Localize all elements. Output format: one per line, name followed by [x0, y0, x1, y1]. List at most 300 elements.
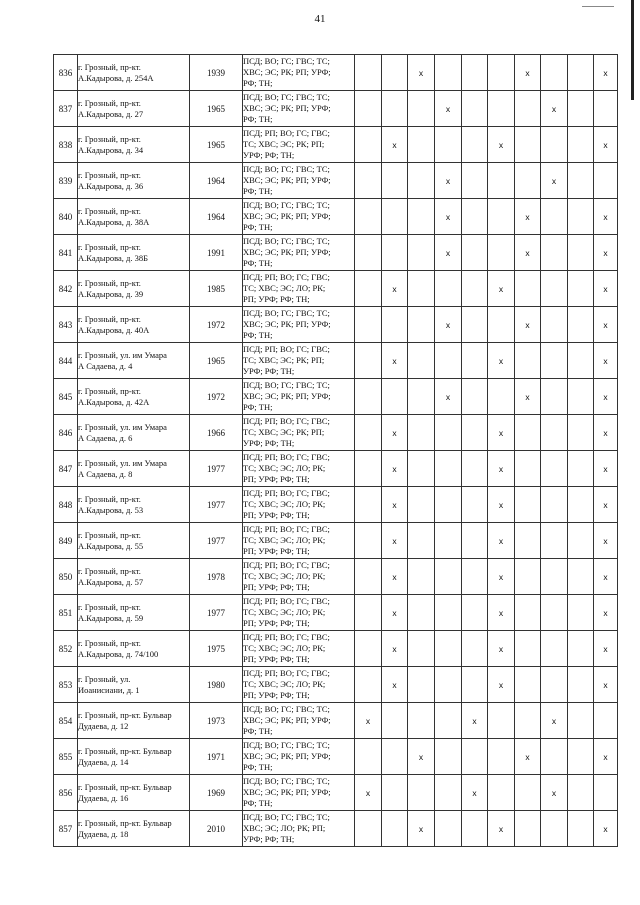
mark-cell: x — [462, 703, 488, 739]
year-cell: 1964 — [190, 199, 243, 235]
codes-line: РФ; ТН; — [243, 258, 273, 268]
address-cell — [78, 343, 190, 379]
mark-cell — [408, 631, 435, 667]
mark-cell: x — [541, 163, 568, 199]
mark-cell — [462, 631, 488, 667]
mark-cell: x — [488, 631, 515, 667]
mark-cell: x — [594, 307, 618, 343]
address-line: г. Грозный, пр-кт. — [78, 277, 141, 288]
mark-cell — [408, 559, 435, 595]
codes-cell — [243, 595, 355, 631]
codes-line: РП; УРФ; РФ; ТН; — [243, 654, 310, 664]
address-line: Дудаева, д. 18 — [78, 828, 129, 839]
mark-cell: x — [594, 199, 618, 235]
mark-cell: x — [382, 667, 408, 703]
codes-line: РФ; ТН; — [243, 186, 273, 196]
mark-cell: x — [382, 127, 408, 163]
row-number: 847 — [54, 451, 78, 487]
address-line: г. Грозный, пр-кт. — [78, 241, 141, 252]
mark-cell — [382, 775, 408, 811]
mark-cell — [541, 127, 568, 163]
mark-cell — [488, 199, 515, 235]
mark-cell — [568, 775, 594, 811]
mark-cell: x — [355, 775, 382, 811]
year-cell: 1971 — [190, 739, 243, 775]
codes-line: ПСД; РП; ВО; ГС; ГВС; — [243, 560, 330, 570]
mark-cell — [541, 739, 568, 775]
row-number: 853 — [54, 667, 78, 703]
mark-cell: x — [488, 451, 515, 487]
mark-cell — [408, 127, 435, 163]
mark-cell: x — [541, 703, 568, 739]
mark-cell — [594, 703, 618, 739]
mark-cell: x — [594, 559, 618, 595]
mark-cell: x — [382, 415, 408, 451]
row-number: 844 — [54, 343, 78, 379]
mark-cell — [541, 451, 568, 487]
mark-cell — [355, 343, 382, 379]
mark-cell — [408, 451, 435, 487]
mark-cell — [355, 307, 382, 343]
mark-cell — [541, 667, 568, 703]
codes-line: ПСД; ВО; ГС; ГВС; ТС; — [243, 164, 330, 174]
address-cell — [78, 811, 190, 847]
codes-line: ХВС; ЭС; ЛО; РК; РП; — [243, 823, 326, 833]
mark-cell — [462, 55, 488, 91]
mark-cell — [462, 415, 488, 451]
mark-cell — [435, 595, 462, 631]
year-cell: 1973 — [190, 703, 243, 739]
address-line: г. Грозный, ул. — [78, 673, 131, 684]
address-line: А Садаева, д. 4 — [78, 360, 133, 371]
codes-line: УРФ; РФ; ТН; — [243, 150, 295, 160]
mark-cell — [382, 163, 408, 199]
mark-cell — [488, 163, 515, 199]
mark-cell — [355, 451, 382, 487]
mark-cell: x — [594, 271, 618, 307]
mark-cell — [515, 127, 541, 163]
mark-cell — [515, 667, 541, 703]
address-cell — [78, 91, 190, 127]
mark-cell — [408, 91, 435, 127]
mark-cell: x — [488, 415, 515, 451]
mark-cell — [515, 271, 541, 307]
mark-cell — [435, 631, 462, 667]
address-cell — [78, 595, 190, 631]
address-line: А.Кадырова, д. 74/100 — [78, 648, 159, 659]
mark-cell — [488, 55, 515, 91]
mark-cell — [541, 415, 568, 451]
mark-cell — [408, 487, 435, 523]
mark-cell: x — [594, 631, 618, 667]
mark-cell — [488, 775, 515, 811]
mark-cell: x — [488, 523, 515, 559]
mark-cell — [515, 631, 541, 667]
codes-line: РП; УРФ; РФ; ТН; — [243, 582, 310, 592]
address-line: г. Грозный, пр-кт. — [78, 565, 141, 576]
codes-cell — [243, 667, 355, 703]
codes-line: ПСД; ВО; ГС; ГВС; ТС; — [243, 56, 330, 66]
mark-cell — [382, 307, 408, 343]
mark-cell — [568, 271, 594, 307]
mark-cell — [382, 55, 408, 91]
mark-cell: x — [594, 523, 618, 559]
codes-line: ХВС; ЭС; РК; РП; УРФ; — [243, 67, 331, 77]
address-line: г. Грозный, пр-кт. — [78, 169, 141, 180]
codes-line: РП; УРФ; РФ; ТН; — [243, 546, 310, 556]
mark-cell — [488, 307, 515, 343]
mark-cell — [435, 487, 462, 523]
year-cell: 1977 — [190, 595, 243, 631]
year-cell: 1972 — [190, 307, 243, 343]
mark-cell — [568, 235, 594, 271]
mark-cell — [488, 739, 515, 775]
codes-line: УРФ; РФ; ТН; — [243, 834, 295, 844]
table-row — [54, 91, 618, 127]
mark-cell: x — [408, 739, 435, 775]
mark-cell — [488, 379, 515, 415]
codes-line: ПСД; РП; ВО; ГС; ГВС; — [243, 596, 330, 606]
mark-cell — [355, 163, 382, 199]
mark-cell — [462, 667, 488, 703]
table-row — [54, 451, 618, 487]
mark-cell — [355, 199, 382, 235]
mark-cell — [568, 487, 594, 523]
mark-cell: x — [408, 55, 435, 91]
mark-cell — [515, 523, 541, 559]
mark-cell: x — [488, 487, 515, 523]
address-line: А.Кадырова, д. 57 — [78, 576, 144, 587]
codes-line: ПСД; ВО; ГС; ГВС; ТС; — [243, 776, 330, 786]
address-cell — [78, 163, 190, 199]
codes-line: УРФ; РФ; ТН; — [243, 438, 295, 448]
address-cell — [78, 703, 190, 739]
mark-cell: x — [382, 487, 408, 523]
codes-cell — [243, 343, 355, 379]
table-row — [54, 343, 618, 379]
codes-cell — [243, 631, 355, 667]
mark-cell — [515, 487, 541, 523]
row-number: 838 — [54, 127, 78, 163]
table-row — [54, 415, 618, 451]
address-line: г. Грозный, пр-кт. — [78, 133, 141, 144]
mark-cell: x — [488, 667, 515, 703]
mark-cell — [541, 55, 568, 91]
codes-cell — [243, 235, 355, 271]
mark-cell — [541, 631, 568, 667]
mark-cell: x — [435, 379, 462, 415]
mark-cell — [355, 379, 382, 415]
mark-cell — [355, 415, 382, 451]
mark-cell — [462, 451, 488, 487]
mark-cell — [435, 55, 462, 91]
address-line: Дудаева, д. 12 — [78, 720, 129, 731]
mark-cell — [541, 595, 568, 631]
year-cell: 1964 — [190, 163, 243, 199]
mark-cell — [408, 199, 435, 235]
mark-cell: x — [594, 235, 618, 271]
year-cell: 1977 — [190, 487, 243, 523]
table-row — [54, 163, 618, 199]
address-cell — [78, 559, 190, 595]
mark-cell — [462, 343, 488, 379]
table-row — [54, 811, 618, 847]
address-line: А Садаева, д. 8 — [78, 468, 133, 479]
mark-cell: x — [435, 307, 462, 343]
address-cell — [78, 307, 190, 343]
mark-cell: x — [488, 127, 515, 163]
codes-line: ХВС; ЭС; РК; РП; УРФ; — [243, 319, 331, 329]
mark-cell — [462, 235, 488, 271]
table-row — [54, 271, 618, 307]
mark-cell: x — [488, 271, 515, 307]
mark-cell — [355, 523, 382, 559]
codes-line: ПСД; РП; ВО; ГС; ГВС; — [243, 272, 330, 282]
address-line: г. Грозный, пр-кт. — [78, 601, 141, 612]
codes-line: ПСД; ВО; ГС; ГВС; ТС; — [243, 740, 330, 750]
address-line: г. Грозный, пр-кт. Бульвар — [78, 781, 172, 792]
row-number: 846 — [54, 415, 78, 451]
table-row — [54, 703, 618, 739]
address-line: г. Грозный, пр-кт. — [78, 385, 141, 396]
mark-cell — [541, 235, 568, 271]
table-row — [54, 523, 618, 559]
mark-cell — [568, 91, 594, 127]
year-cell: 1965 — [190, 127, 243, 163]
row-number: 856 — [54, 775, 78, 811]
codes-line: ПСД; РП; ВО; ГС; ГВС; — [243, 344, 330, 354]
address-line: г. Грозный, ул. им Умара — [78, 457, 167, 468]
year-cell: 1939 — [190, 55, 243, 91]
mark-cell: x — [515, 739, 541, 775]
address-cell — [78, 667, 190, 703]
mark-cell: x — [515, 379, 541, 415]
table-row — [54, 307, 618, 343]
year-cell: 1991 — [190, 235, 243, 271]
mark-cell: x — [435, 163, 462, 199]
codes-line: РФ; ТН; — [243, 402, 273, 412]
codes-line: ТС; ХВС; ЭС; ЛО; РК; — [243, 499, 326, 509]
address-cell — [78, 271, 190, 307]
year-cell: 1975 — [190, 631, 243, 667]
mark-cell — [541, 307, 568, 343]
codes-line: РП; УРФ; РФ; ТН; — [243, 690, 310, 700]
codes-line: РП; УРФ; РФ; ТН; — [243, 294, 310, 304]
codes-line: РФ; ТН; — [243, 762, 273, 772]
mark-cell — [568, 451, 594, 487]
mark-cell — [408, 343, 435, 379]
codes-line: ПСД; РП; ВО; ГС; ГВС; — [243, 488, 330, 498]
scan-line-mark — [582, 6, 614, 7]
mark-cell — [541, 811, 568, 847]
address-cell — [78, 775, 190, 811]
codes-cell — [243, 55, 355, 91]
mark-cell — [435, 523, 462, 559]
codes-cell — [243, 127, 355, 163]
mark-cell — [462, 91, 488, 127]
address-line: г. Грозный, ул. им Умара — [78, 349, 167, 360]
mark-cell — [594, 91, 618, 127]
buildings-table — [53, 54, 618, 847]
mark-cell — [515, 343, 541, 379]
address-line: г. Грозный, пр-кт. — [78, 97, 141, 108]
codes-cell — [243, 559, 355, 595]
codes-cell — [243, 811, 355, 847]
codes-line: ПСД; ВО; ГС; ГВС; ТС; — [243, 236, 330, 246]
address-line: А.Кадырова, д. 38Б — [78, 252, 149, 263]
codes-line: РП; УРФ; РФ; ТН; — [243, 618, 310, 628]
address-line: г. Грозный, пр-кт. — [78, 637, 141, 648]
address-cell — [78, 451, 190, 487]
mark-cell: x — [594, 667, 618, 703]
codes-line: ПСД; ВО; ГС; ГВС; ТС; — [243, 92, 330, 102]
mark-cell — [515, 595, 541, 631]
mark-cell — [462, 595, 488, 631]
year-cell: 1978 — [190, 559, 243, 595]
row-number: 851 — [54, 595, 78, 631]
address-line: Дудаева, д. 14 — [78, 756, 129, 767]
mark-cell — [408, 667, 435, 703]
row-number: 855 — [54, 739, 78, 775]
row-number: 848 — [54, 487, 78, 523]
year-cell: 1965 — [190, 91, 243, 127]
row-number: 836 — [54, 55, 78, 91]
mark-cell: x — [382, 559, 408, 595]
codes-cell — [243, 163, 355, 199]
mark-cell — [355, 739, 382, 775]
address-cell — [78, 379, 190, 415]
codes-line: ХВС; ЭС; РК; РП; УРФ; — [243, 103, 331, 113]
table-row — [54, 595, 618, 631]
table-row — [54, 631, 618, 667]
mark-cell — [515, 451, 541, 487]
row-number: 840 — [54, 199, 78, 235]
mark-cell: x — [382, 523, 408, 559]
mark-cell — [355, 127, 382, 163]
codes-line: РФ; ТН; — [243, 78, 273, 88]
year-cell: 1977 — [190, 451, 243, 487]
codes-line: ПСД; РП; ВО; ГС; ГВС; — [243, 416, 330, 426]
mark-cell — [435, 415, 462, 451]
codes-cell — [243, 91, 355, 127]
mark-cell — [408, 379, 435, 415]
mark-cell — [488, 91, 515, 127]
mark-cell — [382, 91, 408, 127]
codes-cell — [243, 703, 355, 739]
address-line: А.Кадырова, д. 38А — [78, 216, 150, 227]
mark-cell: x — [594, 487, 618, 523]
mark-cell — [594, 775, 618, 811]
mark-cell — [382, 739, 408, 775]
mark-cell — [488, 703, 515, 739]
table-row — [54, 199, 618, 235]
codes-line: РФ; ТН; — [243, 222, 273, 232]
mark-cell — [515, 415, 541, 451]
mark-cell — [435, 775, 462, 811]
row-number: 852 — [54, 631, 78, 667]
codes-cell — [243, 271, 355, 307]
mark-cell — [408, 775, 435, 811]
mark-cell: x — [488, 559, 515, 595]
mark-cell — [541, 199, 568, 235]
codes-line: ХВС; ЭС; РК; РП; УРФ; — [243, 787, 331, 797]
mark-cell — [435, 667, 462, 703]
mark-cell — [435, 739, 462, 775]
mark-cell — [355, 559, 382, 595]
mark-cell — [541, 271, 568, 307]
mark-cell — [541, 487, 568, 523]
mark-cell — [462, 487, 488, 523]
mark-cell — [462, 559, 488, 595]
address-line: А.Кадырова, д. 59 — [78, 612, 144, 623]
mark-cell — [355, 631, 382, 667]
mark-cell — [355, 667, 382, 703]
mark-cell — [435, 271, 462, 307]
address-line: Иоанисиани, д. 1 — [78, 684, 140, 695]
codes-line: ХВС; ЭС; РК; РП; УРФ; — [243, 211, 331, 221]
mark-cell — [382, 703, 408, 739]
address-line: А.Кадырова, д. 36 — [78, 180, 144, 191]
row-number: 837 — [54, 91, 78, 127]
year-cell: 1969 — [190, 775, 243, 811]
mark-cell — [568, 343, 594, 379]
table-row — [54, 235, 618, 271]
mark-cell — [568, 523, 594, 559]
codes-line: ПСД; ВО; ГС; ГВС; ТС; — [243, 704, 330, 714]
year-cell: 2010 — [190, 811, 243, 847]
row-number: 854 — [54, 703, 78, 739]
scan-edge-mark — [631, 0, 634, 100]
mark-cell — [408, 703, 435, 739]
mark-cell — [515, 91, 541, 127]
mark-cell — [515, 703, 541, 739]
mark-cell — [355, 811, 382, 847]
mark-cell: x — [488, 343, 515, 379]
codes-line: ХВС; ЭС; РК; РП; УРФ; — [243, 247, 331, 257]
year-cell: 1966 — [190, 415, 243, 451]
codes-line: ПСД; ВО; ГС; ГВС; ТС; — [243, 380, 330, 390]
year-cell: 1980 — [190, 667, 243, 703]
address-cell — [78, 55, 190, 91]
mark-cell: x — [355, 703, 382, 739]
mark-cell — [382, 235, 408, 271]
mark-cell: x — [382, 343, 408, 379]
mark-cell — [435, 559, 462, 595]
address-cell — [78, 415, 190, 451]
mark-cell — [408, 415, 435, 451]
row-number: 850 — [54, 559, 78, 595]
mark-cell — [462, 127, 488, 163]
table-row — [54, 55, 618, 91]
mark-cell — [568, 163, 594, 199]
address-line: А.Кадырова, д. 39 — [78, 288, 144, 299]
mark-cell — [594, 163, 618, 199]
year-cell: 1972 — [190, 379, 243, 415]
codes-line: ТС; ХВС; ЭС; РК; РП; — [243, 139, 325, 149]
codes-cell — [243, 451, 355, 487]
codes-line: ХВС; ЭС; РК; РП; УРФ; — [243, 751, 331, 761]
mark-cell — [462, 307, 488, 343]
mark-cell: x — [594, 415, 618, 451]
table-row — [54, 667, 618, 703]
address-cell — [78, 523, 190, 559]
codes-line: УРФ; РФ; ТН; — [243, 366, 295, 376]
codes-line: РФ; ТН; — [243, 114, 273, 124]
page-number: 41 — [314, 13, 326, 25]
mark-cell: x — [515, 235, 541, 271]
address-line: Дудаева, д. 16 — [78, 792, 129, 803]
address-line: А.Кадырова, д. 55 — [78, 540, 144, 551]
